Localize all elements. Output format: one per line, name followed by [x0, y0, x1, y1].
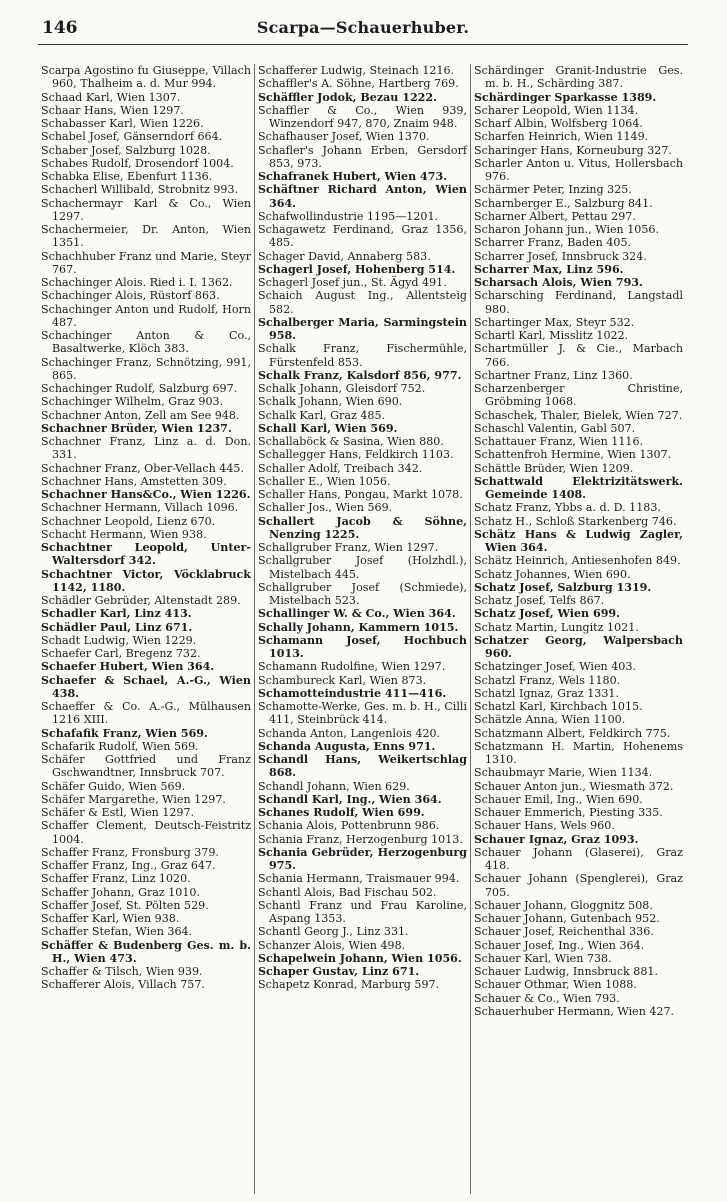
- directory-entry: Schaubmayr Marie, Wien 1134.: [474, 766, 653, 780]
- directory-entry: Schanda Augusta, Enns 971.: [258, 739, 436, 753]
- directory-entry: Schaffer & Tilsch, Wien 939.: [41, 965, 203, 978]
- directory-entry: Schallert Jacob & Söhne, Nenzing 1225.: [258, 514, 467, 541]
- directory-entry: Schager David, Annaberg 583.: [258, 249, 431, 263]
- directory-entry: Schatzl Ignaz, Graz 1331.: [474, 686, 619, 700]
- directory-entry: Schachermeier, Dr. Anton, Wien 1351.: [41, 223, 251, 250]
- directory-entry: Schauer Josef, Ing., Wien 364.: [474, 938, 645, 952]
- directory-entry: Schartner Franz, Linz 1360.: [474, 368, 633, 382]
- directory-entry: Schätz Heinrich, Antiesenhofen 849.: [474, 554, 681, 568]
- directory-entry: Schagerl Josef jun., St. Ägyd 491.: [258, 276, 447, 289]
- directory-entry: Schaefer Carl, Bregenz 732.: [41, 647, 201, 660]
- directory-entry: Schallaböck & Sasina, Wien 880.: [258, 435, 444, 448]
- directory-entry: Schauer Karl, Wien 738.: [474, 951, 612, 965]
- directory-entry: Schaffer Franz, Ing., Graz 647.: [41, 859, 216, 872]
- directory-entry: Schachinger Anton und Rudolf, Horn 487.: [41, 302, 251, 329]
- directory-entry: Schaefer & Schael, A.-G., Wien 438.: [41, 673, 251, 700]
- directory-entry: Schaller Hans, Pongau, Markt 1078.: [258, 488, 463, 501]
- directory-entry: Schachner Brüder, Wien 1237.: [41, 421, 232, 435]
- directory-entry: Schally Johann, Kammern 1015.: [258, 620, 459, 634]
- directory-entry: Schaller Jos., Wien 569.: [258, 501, 393, 515]
- directory-entry: Scharrer Max, Linz 596.: [474, 262, 624, 276]
- directory-entry: Scharinger Hans, Korneuburg 327.: [474, 143, 672, 157]
- directory-entry: Schatz Johannes, Wien 690.: [474, 567, 631, 581]
- directory-entry: Schania Franz, Herzogenburg 1013.: [258, 832, 463, 846]
- directory-entry: Schauer Emmerich, Piesting 335.: [474, 806, 663, 819]
- directory-entry: Schapetz Konrad, Marburg 597.: [258, 978, 440, 992]
- directory-entry: Schatz Martin, Lungitz 1021.: [474, 620, 639, 634]
- directory-entry: Schabasser Karl, Wien 1226.: [41, 117, 204, 130]
- directory-entry: Schantl Franz und Frau Karoline, Aspang 1353.: [258, 898, 467, 925]
- directory-entry: Schaper Gustav, Linz 671.: [258, 965, 420, 978]
- directory-entry: Schäfer & Estl, Wien 1297.: [41, 806, 195, 819]
- directory-entry: Schätz Hans & Ludwig Zagler, Wien 364.: [474, 527, 683, 554]
- directory-entry: Schaad Karl, Wien 1307.: [41, 90, 181, 104]
- directory-entry: Schaefer Hubert, Wien 364.: [41, 660, 215, 674]
- directory-entry: Schamann Josef, Hochbuch 1013.: [258, 633, 467, 660]
- directory-entry: Schachhuber Franz und Marie, Steyr 767.: [41, 249, 251, 276]
- directory-entry: Schatzl Karl, Kirchbach 1015.: [474, 700, 643, 713]
- directory-entry: Schauer Hans, Wels 960.: [474, 819, 615, 833]
- directory-entry: Schachinger Anton & Co., Basaltwerke, Klöch 383.: [41, 329, 251, 356]
- directory-entry: Schalk Johann, Wien 690.: [258, 395, 403, 409]
- directory-entry: Scharf Albin, Wolfsberg 1064.: [474, 117, 643, 130]
- directory-entry: Schachinger Alois. Ried i. I. 1362.: [41, 276, 233, 289]
- column-3: [470, 64, 686, 1194]
- directory-entry: Schafranek Hubert, Wien 473.: [258, 170, 448, 183]
- directory-entry: Schafferer Alois, Villach 757.: [41, 978, 205, 992]
- directory-entry: Schallgruber Josef (Holzhdl.), Mistelbach 445.: [258, 554, 467, 581]
- directory-entry: Schachner Hans&Co., Wien 1226.: [41, 488, 251, 501]
- directory-entry: Schartl Karl, Misslitz 1022.: [474, 329, 629, 342]
- directory-entry: Schaffer Josef, St. Pölten 529.: [41, 898, 209, 912]
- directory-entry: Scharon Johann jun., Wien 1056.: [474, 223, 659, 236]
- directory-entry: Schärmer Peter, Inzing 325.: [474, 183, 632, 197]
- directory-entry: Schatzinger Josef, Wien 403.: [474, 660, 636, 674]
- directory-entry: Schärdinger Sparkasse 1389.: [474, 90, 657, 104]
- directory-entry: Schattauer Franz, Wien 1116.: [474, 435, 644, 448]
- directory-entry: Schauer Johann, Gutenbach 952.: [474, 912, 660, 925]
- directory-entry: Schanda Anton, Langenlois 420.: [258, 726, 441, 740]
- directory-entry: Schauer Johann (Glaserei), Graz 418.: [474, 845, 683, 872]
- directory-entry: Schafarik Rudolf, Wien 569.: [41, 739, 199, 753]
- directory-entry: Schauer Josef, Reichenthal 336.: [474, 925, 654, 939]
- running-title: Scarpa—Schauerhuber.: [256, 18, 470, 37]
- directory-entry: Schalk Franz, Fischermühle, Fürstenfeld 853.: [258, 342, 467, 369]
- directory-entry: Schatzmann H. Martin, Hohenems 1310.: [474, 739, 683, 766]
- directory-entry: Schauer Emil, Ing., Wien 690.: [474, 792, 643, 806]
- directory-entry: Scharer Leopold, Wien 1134.: [474, 103, 639, 117]
- directory-entry: Schallgruber Franz, Wien 1297.: [258, 541, 439, 554]
- directory-entry: Schatzl Franz, Wels 1180.: [474, 673, 621, 687]
- directory-entry: Schagawetz Ferdinand, Graz 1356, 485.: [258, 223, 467, 250]
- directory-entry: Schalk Franz, Kalsdorf 856, 977.: [258, 368, 462, 382]
- directory-entry: Schachermayr Karl & Co., Wien 1297.: [41, 196, 251, 223]
- directory-entry: Schatz Josef, Salzburg 1319.: [474, 580, 652, 594]
- directory-entry: Scharsach Alois, Wien 793.: [474, 276, 643, 289]
- directory-entry: Schalk Karl, Graz 485.: [258, 408, 386, 422]
- directory-entry: Schäftner Richard Anton, Wien 364.: [258, 183, 467, 210]
- directory-entry: Schamann Rudolfine, Wien 1297.: [258, 660, 446, 674]
- directory-entry: Scharrer Josef, Innsbruck 324.: [474, 249, 647, 263]
- directory-entry: Scarpa Agostino fu Giuseppe, Villach 960, Thalheim a. d. Mur 994.: [41, 64, 251, 91]
- directory-entry: Schanes Rudolf, Wien 699.: [258, 806, 425, 819]
- directory-entry: Schania Alois, Pottenbrunn 986.: [258, 819, 440, 833]
- directory-entry: Schäfer Guido, Wien 569.: [41, 779, 186, 793]
- directory-entry: Schaffer Franz, Linz 1020.: [41, 872, 191, 886]
- directory-entry: Schafwollindustrie 1195—1201.: [258, 209, 439, 223]
- directory-entry: Schaffer Franz, Fronsburg 379.: [41, 845, 219, 859]
- directory-entry: Schachner Franz, Linz a. d. Don. 331.: [41, 435, 251, 462]
- directory-entry: Schachner Franz, Ober-Vellach 445.: [41, 461, 244, 475]
- directory-entry: Schachtner Leopold, Unter-Waltersdorf 342.: [41, 541, 251, 568]
- directory-entry: Schambureck Karl, Wien 873.: [258, 673, 427, 687]
- directory-entry: Scharsching Ferdinand, Langstadl 980.: [474, 289, 683, 316]
- directory-entry: Schania Gebrüder, Herzogenburg 975.: [258, 845, 467, 872]
- directory-entry: Schafafik Franz, Wien 569.: [41, 726, 208, 740]
- directory-entry: Schadt Ludwig, Wien 1229.: [41, 633, 197, 647]
- directory-entry: Schachinger Franz, Schnötzing, 991, 865.: [41, 355, 251, 382]
- directory-entry: Schauer Othmar, Wien 1088.: [474, 978, 637, 992]
- directory-entry: Schatz H., Schloß Starkenberg 746.: [474, 514, 677, 528]
- directory-entry: Schapelwein Johann, Wien 1056.: [258, 951, 462, 965]
- directory-entry: Scharfen Heinrich, Wien 1149.: [474, 130, 649, 144]
- directory-entry: Schaschek, Thaler, Bielek, Wien 727.: [474, 408, 683, 422]
- directory-entry: Schachinger Rudolf, Salzburg 697.: [41, 382, 238, 395]
- directory-entry: Schatzmann Albert, Feldkirch 775.: [474, 726, 671, 740]
- column-1: [38, 64, 254, 1194]
- page-header: [38, 18, 688, 45]
- directory-entry: Schabes Rudolf, Drosendorf 1004.: [41, 156, 234, 170]
- directory-entry: Schattwald Elektrizitätswerk. Gemeinde 1408.: [474, 474, 683, 501]
- directory-entry: Schagerl Josef, Hohenberg 514.: [258, 262, 456, 276]
- directory-entry: Schauer Ludwig, Innsbruck 881.: [474, 965, 659, 978]
- directory-columns: [38, 64, 688, 1194]
- directory-entry: Schacht Hermann, Wien 938.: [41, 527, 207, 541]
- directory-entry: Schallegger Hans, Feldkirch 1103.: [258, 448, 454, 462]
- directory-entry: Schatz Franz, Ybbs a. d. D. 1183.: [474, 501, 661, 515]
- directory-entry: Schauer Johann, Gloggnitz 508.: [474, 898, 653, 912]
- directory-entry: Schauerhuber Hermann, Wien 427.: [474, 1004, 675, 1018]
- directory-entry: Schauer Johann (Spenglerei), Graz 705.: [474, 872, 683, 899]
- directory-entry: Schachinger Wilhelm, Graz 903.: [41, 395, 224, 409]
- directory-entry: Schachner Hermann, Villach 1096.: [41, 501, 239, 515]
- directory-entry: Schantl Alois, Bad Fischau 502.: [258, 885, 437, 899]
- directory-entry: Schaich August Ing., Allentsteig 582.: [258, 289, 467, 316]
- directory-entry: Schäffer & Budenberg Ges. m. b. H., Wien 473.: [41, 938, 251, 965]
- directory-entry: Scharler Anton u. Vitus, Hollersbach 976.: [474, 156, 683, 183]
- directory-entry: Schanzer Alois, Wien 498.: [258, 938, 406, 952]
- directory-entry: Schäfer Margarethe, Wien 1297.: [41, 792, 226, 806]
- directory-entry: Schachner Anton, Zell am See 948.: [41, 408, 240, 422]
- directory-entry: Schantl Georg J., Linz 331.: [258, 925, 409, 939]
- directory-entry: Schättle Brüder, Wien 1209.: [474, 461, 634, 475]
- page-number: 146: [42, 18, 78, 38]
- directory-entry: Schafler's Johann Erben, Gersdorf 853, 973.: [258, 143, 467, 170]
- directory-entry: Schandl Karl, Ing., Wien 364.: [258, 792, 442, 806]
- directory-entry: Schaber Josef, Salzburg 1028.: [41, 143, 211, 157]
- directory-entry: Schätzle Anna, Wien 1100.: [474, 713, 626, 727]
- directory-entry: Schalberger Maria, Sarmingstein 958.: [258, 315, 467, 342]
- column-2: [254, 64, 470, 1194]
- directory-entry: Schartinger Max, Steyr 532.: [474, 315, 635, 329]
- directory-entry: Schamotteindustrie 411—416.: [258, 686, 447, 700]
- directory-entry: Schafferer Ludwig, Steinach 1216.: [258, 64, 455, 77]
- directory-entry: Schaffer Stefan, Wien 364.: [41, 925, 193, 939]
- directory-entry: Schachtner Victor, Vöcklabruck 1142, 1180.: [41, 567, 251, 594]
- directory-entry: Schaeffer & Co. A.-G., Mülhausen 1216 XIII.: [41, 700, 251, 727]
- directory-entry: Schacherl Willibald, Strobnitz 993.: [41, 183, 239, 197]
- directory-entry: Schamotte-Werke, Ges. m. b. H., Cilli 411, Steinbrück 414.: [258, 700, 467, 727]
- directory-entry: Schaller Adolf, Treibach 342.: [258, 461, 423, 475]
- directory-entry: Schachner Leopold, Lienz 670.: [41, 514, 216, 528]
- directory-entry: Schäffler Jodok, Bezau 1222.: [258, 90, 437, 104]
- directory-entry: Schaschl Valentin, Gabl 507.: [474, 421, 636, 435]
- directory-entry: Schafhauser Josef, Wien 1370.: [258, 130, 430, 144]
- directory-entry: Scharnberger E., Salzburg 841.: [474, 196, 653, 210]
- directory-entry: Schaffler's A. Söhne, Hartberg 769.: [258, 77, 459, 91]
- directory-entry: Schabka Elise, Ebenfurt 1136.: [41, 170, 213, 183]
- directory-entry: Schalk Johann, Gleisdorf 752.: [258, 382, 426, 395]
- directory-entry: Schaffer Clement, Deutsch-Feistritz 1004.: [41, 819, 251, 846]
- directory-entry: Schaller E., Wien 1056.: [258, 474, 391, 488]
- directory-entry: Schäfer Gottfried und Franz Gschwandtner, Innsbruck 707.: [41, 753, 251, 780]
- directory-entry: Schachinger Alois, Rüstorf 863.: [41, 289, 220, 303]
- directory-entry: Schattenfroh Hermine, Wien 1307.: [474, 448, 672, 462]
- directory-entry: Schallinger W. & Co., Wien 364.: [258, 607, 456, 621]
- directory-entry: Schauer Ignaz, Graz 1093.: [474, 832, 639, 846]
- directory-entry: Schallgruber Josef (Schmiede), Mistelbach 523.: [258, 580, 467, 607]
- directory-entry: Schauer Anton jun., Wiesmath 372.: [474, 779, 674, 793]
- directory-entry: Scharzenberger Christine, Gröbming 1068.: [474, 382, 683, 409]
- directory-entry: Scharrer Franz, Baden 405.: [474, 236, 632, 250]
- directory-entry: Schaffer Karl, Wien 938.: [41, 912, 180, 925]
- directory-entry: Schaffer Johann, Graz 1010.: [41, 885, 200, 899]
- directory-entry: Schandl Hans, Weikertschlag 868.: [258, 753, 467, 780]
- directory-entry: Schatz Josef, Telfs 867.: [474, 594, 605, 607]
- directory-entry: Schatz Josef, Wien 699.: [474, 607, 620, 621]
- directory-entry: Schauer & Co., Wien 793.: [474, 991, 620, 1005]
- directory-entry: Schania Hermann, Traismauer 994.: [258, 872, 460, 886]
- directory-entry: Schartmüller J. & Cie., Marbach 766.: [474, 342, 683, 369]
- directory-entry: Schadler Karl, Linz 413.: [41, 607, 192, 621]
- directory-entry: Schall Karl, Wien 569.: [258, 421, 398, 435]
- directory-entry: Scharner Albert, Pettau 297.: [474, 209, 636, 223]
- directory-entry: Schädler Gebrüder, Altenstadt 289.: [41, 594, 241, 607]
- directory-entry: Schaffler & Co., Wien 939, Winzendorf 947, 870, Znaim 948.: [258, 103, 467, 130]
- directory-entry: Schabel Josef, Gänserndorf 664.: [41, 130, 223, 144]
- directory-entry: Schärdinger Granit-Industrie Ges. m. b. H., Schärding 387.: [474, 64, 683, 91]
- directory-entry: Schandl Johann, Wien 629.: [258, 779, 410, 793]
- directory-entry: Schatzer Georg, Walpersbach 960.: [474, 633, 683, 660]
- directory-entry: Schaar Hans, Wien 1297.: [41, 103, 184, 117]
- directory-entry: Schachner Hans, Amstetten 309.: [41, 474, 227, 488]
- directory-entry: Schädler Paul, Linz 671.: [41, 620, 193, 634]
